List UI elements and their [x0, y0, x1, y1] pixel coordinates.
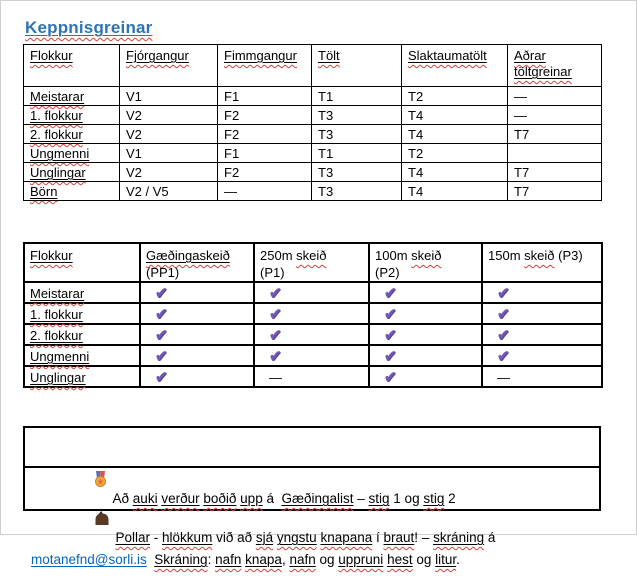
- text-run: við að: [212, 530, 256, 545]
- text-run: T7: [514, 127, 530, 142]
- cell: [402, 182, 508, 201]
- text-run: ,: [281, 552, 290, 567]
- horse-icon: [64, 492, 110, 550]
- text-run: (P3): [554, 248, 583, 263]
- check-cell: [482, 345, 602, 366]
- table-row: [24, 345, 602, 366]
- text-run: Börn: [30, 184, 58, 199]
- cell: [508, 144, 602, 163]
- text-run: í: [372, 530, 384, 545]
- text-run: Ungmenni: [30, 146, 90, 161]
- text-run: (P2): [375, 265, 400, 280]
- text-run: á: [262, 491, 282, 506]
- header-cell: [254, 243, 369, 282]
- row-label: [24, 282, 140, 303]
- text-run: ! –: [414, 530, 434, 545]
- text-run: T4: [408, 184, 424, 199]
- cell: [402, 87, 508, 106]
- row-label: [24, 345, 140, 366]
- row-label: [24, 182, 120, 201]
- cell: [218, 182, 312, 201]
- text-run: T4: [408, 165, 424, 180]
- row-label: [24, 324, 140, 345]
- row-label: [24, 106, 120, 125]
- text-run: skeið: [524, 248, 555, 263]
- text-run: Gæðingalist: [281, 491, 354, 506]
- text-run: T3: [318, 108, 334, 123]
- text-run: Keppnisgreinar: [25, 18, 153, 37]
- cell: [120, 106, 218, 125]
- text-run: 1 og: [389, 491, 424, 506]
- check-cell: [369, 303, 482, 324]
- check-icon: ✔: [155, 306, 168, 323]
- text-run: Flokkur: [30, 48, 73, 63]
- check-icon: ✔: [384, 348, 397, 365]
- table-row: [24, 125, 602, 144]
- text-run: F1: [224, 89, 240, 104]
- check-cell: [482, 324, 602, 345]
- text-run: verður: [161, 491, 200, 506]
- text-run: skeið: [411, 248, 442, 263]
- text-run: V1: [126, 89, 142, 104]
- text-run: 2: [444, 491, 456, 506]
- check-cell: [140, 366, 254, 387]
- text-run: 2. flokkur: [30, 127, 83, 142]
- text-run: Flokkur: [30, 248, 73, 263]
- check-cell: [254, 282, 369, 303]
- text-run: Tölt: [318, 48, 340, 63]
- check-icon: ✔: [269, 306, 282, 323]
- cell: [218, 125, 312, 144]
- text-run: —: [514, 108, 527, 123]
- cell: [508, 106, 602, 125]
- text-run: (P1): [260, 265, 285, 280]
- text-run: 100m: [375, 248, 412, 263]
- text-run: og: [412, 552, 436, 567]
- check-cell: [254, 345, 369, 366]
- check-icon: ✔: [497, 327, 510, 344]
- text-run: 1. flokkur: [30, 307, 83, 322]
- check-icon: ✔: [269, 348, 282, 365]
- cell: [312, 87, 402, 106]
- text-run: F1: [224, 146, 240, 161]
- text-run: V2 / V5: [126, 184, 169, 199]
- check-icon: ✔: [155, 285, 168, 302]
- header-cell: [312, 45, 402, 87]
- cell: [312, 106, 402, 125]
- text-run: Gæðingaskeið: [146, 248, 230, 263]
- row-label: [24, 125, 120, 144]
- text-run: T1: [318, 146, 334, 161]
- check-cell: [140, 345, 254, 366]
- text-run: V2: [126, 108, 142, 123]
- cell: [218, 87, 312, 106]
- text-run: –: [353, 491, 369, 506]
- text-run: :: [207, 552, 216, 567]
- check-icon: ✔: [269, 285, 282, 302]
- text-run: Fimmgangur: [224, 48, 297, 63]
- table-row: [24, 45, 602, 87]
- cell: [120, 125, 218, 144]
- check-icon: ✔: [155, 327, 168, 344]
- header-cell: [218, 45, 312, 87]
- row-label: [24, 144, 120, 163]
- text-run: T4: [408, 127, 424, 142]
- table-row: [24, 243, 602, 282]
- check-cell: [140, 282, 254, 303]
- dash-cell: —: [482, 366, 602, 387]
- text-run: nafn: [289, 552, 316, 567]
- cell: [312, 144, 402, 163]
- header-cell: [24, 45, 120, 87]
- text-run: skráning: [433, 530, 485, 545]
- text-run: 1. flokkur: [30, 108, 83, 123]
- check-icon: ✔: [155, 348, 168, 365]
- text-run: uppruni: [338, 552, 384, 567]
- row-label: [24, 87, 120, 106]
- table-row: [24, 182, 602, 201]
- check-icon: ✔: [497, 306, 510, 323]
- text-run: —: [514, 89, 527, 104]
- cell: [218, 106, 312, 125]
- cell: [402, 125, 508, 144]
- check-icon: ✔: [384, 369, 397, 386]
- check-icon: ✔: [497, 348, 510, 365]
- text-run: sjá: [255, 530, 274, 545]
- text-run: litur: [435, 552, 457, 567]
- text-run: knapa: [245, 552, 282, 567]
- table-row: [24, 303, 602, 324]
- text-run: F2: [224, 108, 240, 123]
- text-run: Fjórgangur: [126, 48, 189, 63]
- check-icon: ✔: [269, 327, 282, 344]
- text-run: nafn: [215, 552, 242, 567]
- text-run: T3: [318, 165, 334, 180]
- text-run: Unglingar: [30, 165, 86, 180]
- page-title: [25, 18, 153, 38]
- check-cell: [254, 324, 369, 345]
- text-run: hest: [387, 552, 413, 567]
- row-label: [24, 163, 120, 182]
- text-run: 2. flokkur: [30, 328, 83, 343]
- check-cell: [482, 303, 602, 324]
- cell: [508, 182, 602, 201]
- text-run: Skráning: [154, 552, 208, 567]
- notes-box: [23, 426, 601, 567]
- text-run: .: [456, 552, 460, 567]
- text-run: Ungmenni: [30, 349, 90, 364]
- cell: [218, 144, 312, 163]
- table-row: [24, 366, 602, 387]
- header-cell: [402, 45, 508, 87]
- cell: [402, 144, 508, 163]
- check-cell: [369, 366, 482, 387]
- cell: [120, 182, 218, 201]
- text-run: á: [484, 530, 496, 545]
- table-row: [24, 282, 602, 303]
- text-run: T3: [318, 184, 334, 199]
- text-run: og: [315, 552, 339, 567]
- text-run: auki: [132, 491, 158, 506]
- text-run: T7: [514, 184, 530, 199]
- check-icon: ✔: [384, 306, 397, 323]
- check-cell: [369, 345, 482, 366]
- text-run: V2: [126, 127, 142, 142]
- text-run: boðið: [203, 491, 237, 506]
- table-row: [24, 106, 602, 125]
- table-row: [24, 144, 602, 163]
- email-link[interactable]: motanefnd@sorli.is: [31, 552, 147, 567]
- text-run: T2: [408, 89, 424, 104]
- cell: [402, 163, 508, 182]
- text-run: braut: [383, 530, 415, 545]
- text-run: —: [224, 184, 237, 199]
- text-run: Meistarar: [30, 89, 85, 104]
- header-cell: [508, 45, 602, 87]
- text-run: Slaktaumatölt: [408, 48, 487, 63]
- text-run: T1: [318, 89, 334, 104]
- check-cell: [482, 282, 602, 303]
- text-run: F2: [224, 127, 240, 142]
- cell: [508, 163, 602, 182]
- header-cell: [482, 243, 602, 282]
- text-run: Unglingar: [30, 370, 86, 385]
- text-run: Aðrar töltgreinar: [514, 48, 572, 79]
- check-icon: ✔: [497, 285, 510, 302]
- cell: [312, 125, 402, 144]
- check-cell: [140, 324, 254, 345]
- text-run: Pollar: [115, 530, 151, 545]
- cell: [402, 106, 508, 125]
- check-cell: [369, 324, 482, 345]
- text-run: V1: [126, 146, 142, 161]
- text-run: stig: [368, 491, 390, 506]
- text-run: F2: [224, 165, 240, 180]
- header-cell: [120, 45, 218, 87]
- check-icon: ✔: [384, 327, 397, 344]
- text-run: Meistarar: [30, 286, 85, 301]
- text-run: T3: [318, 127, 334, 142]
- text-run: T2: [408, 146, 424, 161]
- table-row: [24, 87, 602, 106]
- cell: [508, 125, 602, 144]
- text-run: knapana: [320, 530, 373, 545]
- cell: [508, 87, 602, 106]
- table-row: [24, 324, 602, 345]
- text-run: V2: [126, 165, 142, 180]
- text-run: T7: [514, 165, 530, 180]
- header-cell: [24, 243, 140, 282]
- header-cell: [140, 243, 254, 282]
- cell: [218, 163, 312, 182]
- check-cell: [254, 303, 369, 324]
- pace-events-table: [23, 242, 603, 388]
- text-run: upp: [240, 491, 263, 506]
- text-run: 250m: [260, 248, 297, 263]
- text-run: (PP1): [146, 265, 180, 280]
- cell: [312, 182, 402, 201]
- text-run: -: [150, 530, 163, 545]
- cell: [312, 163, 402, 182]
- text-run: hlökkum: [162, 530, 213, 545]
- text-run: stig: [423, 491, 445, 506]
- text-run: 150m: [488, 248, 525, 263]
- dash-cell: —: [254, 366, 369, 387]
- cell: [120, 144, 218, 163]
- check-icon: ✔: [155, 369, 168, 386]
- row-label: [24, 366, 140, 387]
- text-run: skeið: [296, 248, 327, 263]
- text-run: Að: [112, 491, 133, 506]
- table-row: [24, 163, 602, 182]
- text-run: yngstu: [276, 530, 317, 545]
- cell: [120, 163, 218, 182]
- note-gaedingalist: [25, 428, 599, 506]
- check-cell: [140, 303, 254, 324]
- check-icon: ✔: [384, 285, 397, 302]
- row-label: [24, 303, 140, 324]
- header-cell: [369, 243, 482, 282]
- check-cell: [369, 282, 482, 303]
- gait-events-table: [23, 44, 602, 201]
- text-run: T4: [408, 108, 424, 123]
- cell: [120, 87, 218, 106]
